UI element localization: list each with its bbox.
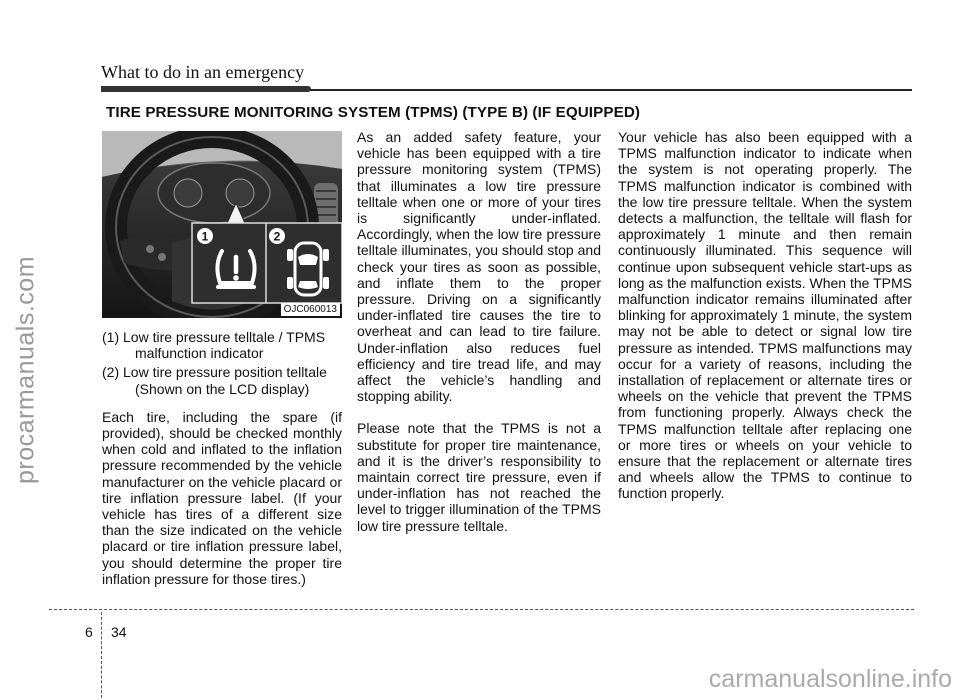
footer-divider: [101, 612, 102, 698]
column-2: [357, 129, 601, 550]
side-watermark: [10, 150, 42, 590]
col1-paragraph-1: Each tire, including the spare (if provided), should be checked monthly when cold and inflated to the inflation pressure recommended by the vehicle manufacturer on the vehicle placard or tire inflation pressure label. (If your vehicle has tires of a different size than the size indicated on the vehicle placard or tire inflation pressure label, you should determine the proper tire inflation pressure for those tires.): [102, 408, 342, 587]
page-number: 34: [111, 624, 127, 640]
bottom-watermark: carmanualsonline.info: [708, 665, 952, 693]
section-title: TIRE PRESSURE MONITORING SYSTEM (TPMS) (TYPE B) (IF EQUIPPED): [106, 104, 641, 121]
column-1: [102, 329, 342, 603]
marker-1-label: 1: [201, 229, 209, 244]
running-header: What to do in an emergency: [101, 62, 305, 82]
col2-paragraph-2: Please note that the TPMS is not a substitute for proper tire maintenance, and it is the driver’s responsibility to maintain correct tire pressure, even if under-inflation has not reached the level to trigger illumination of the TPMS low tire pressure telltale.: [357, 420, 601, 534]
column-3: [618, 129, 912, 518]
col3-paragraph-1: Your vehicle has also been equipped with a TPMS malfunction indicator to indicate when the system is not operating properly. The TPMS malfunction indicator is combined with the low tire pressure telltale. When the system detects a malfunction, the telltale will flash for approximately 1 minute and then remain continuously illuminated. This sequence will continue upon subsequent vehicle start-ups as long as the malfunction exists. When the TPMS malfunction indicator remains illuminated after blinking for approximately 1 minute, the system may not be able to detect or signal low tire pressure as intended. TPMS malfunctions may occur for a variety of reasons, including the installation of replacement or alternate tires or wheels on the vehicle that prevent the TPMS from functioning properly. Always check the TPMS malfunction telltale after replacing one or more tires or wheels on your vehicle to ensure that the replacement or alternate tires and wheels allow the TPMS to continue to function properly.: [618, 129, 912, 502]
figure-code: OJC060013: [281, 303, 340, 316]
caption-2: (2) Low tire pressure position telltale (Shown on the LCD display): [102, 364, 327, 397]
footer-rule: [49, 609, 914, 610]
marker-2-label: 2: [273, 229, 281, 244]
tpms-figure: [102, 131, 342, 318]
tire-position-car-icon: [282, 237, 334, 301]
chapter-number: 6: [85, 624, 93, 640]
col2-paragraph-1: As an added safety feature, your vehicle has been equipped with a tire pressure monitoring system (TPMS) that illuminates a low tire pressure telltale when one or more of your tires is significantly under-inflated. Accordingly, when the low tire pressure telltale illuminates, you should stop and check your tires as soon as possible, and inflate them to the proper pressure. Driving on a significantly under-inflated tire causes the tire to overheat and can lead to tire failure. Under-inflation also reduces fuel efficiency and tire tread life, and may affect the vehicle’s handling and stopping ability.: [357, 129, 601, 405]
header-accent-bar: [101, 86, 311, 92]
caption-1: (1) Low tire pressure telltale / TPMS malfunction indicator: [102, 329, 326, 362]
figure-captions: [102, 329, 342, 397]
side-watermark-text: procarmanuals.com: [11, 255, 40, 485]
tpms-low-pressure-icon: [210, 243, 262, 295]
